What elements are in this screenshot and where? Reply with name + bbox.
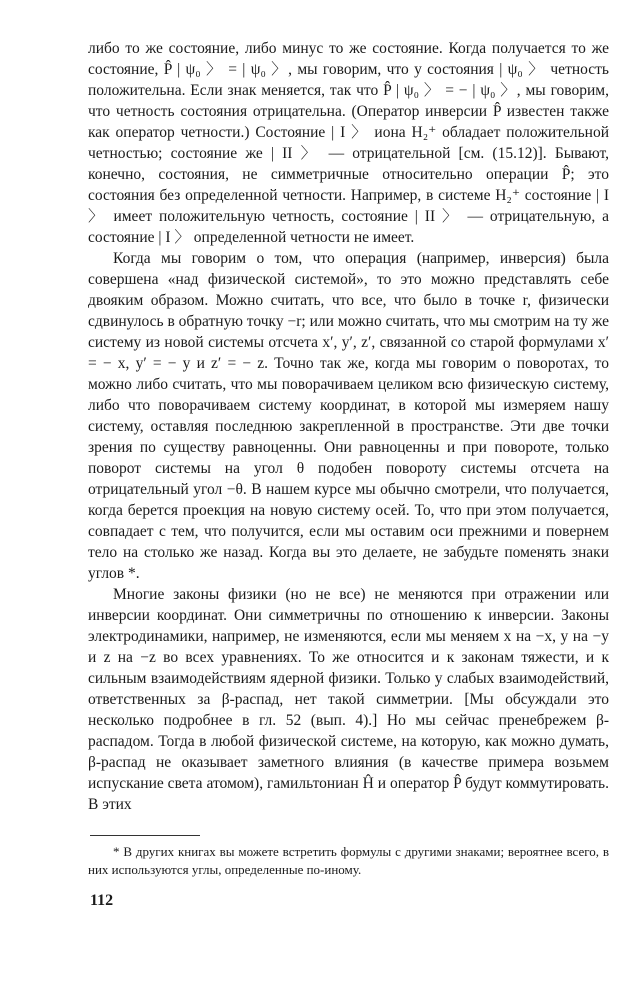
paragraph-symmetry-laws: Многие законы физики (но не все) не меняются при отражении или инверсии координат. Они симметричны по отношению к инверсии. Законы электродинамики, например, не изменяются, если мы меняем x на −x, y на −y и z на −z во всех уравнениях. То же относится и к законам тяжести, и к сильным взаимодействиям ядерной физики. Только у слабых взаимодействий, ответственных за β-распад, нет такой симметрии. [Мы обсуждали это несколько подробнее в гл. 52 (вып. 4).] Но мы сейчас пренебрежем β-распадом. Тогда в любой физической системе, на которую, как можно думать, β-распад не оказывает заметного влияния (в качестве примера возьмем испускание света атомом), гамильтониан Ĥ и оператор P̂ будут коммутировать. В этих xyxy=(88,586,609,813)
paragraph-operations: Когда мы говорим о том, что операция (например, инверсия) была совершена «над физической системой», то это можно представлять себе двояким образом. Можно считать, что все, что было в точке r, физически сдвинулось в обратную точку −r; или можно считать, что мы смотрим на ту же систему из новой системы отсчета x′, y′, z′, связанной со старой формулами x′ = − x, y′ = − y и z′ = − z. Точно так же, когда мы говорим о поворотах, то можно либо считать, что мы поворачиваем целиком всю физическую систему, либо что поворачиваем систему координат, в которой мы измеряем нашу систему, оставляя последнюю закрепленной в пространстве. Эти две точки зрения по существу равноценны. Они равноценны и при повороте, только поворот системы на угол θ подобен повороту системы отсчета на отрицательный угол −θ. В нашем курсе мы обычно смотрели, что получается, когда берется проекция на новую систему осей. То, что при этом получается, совпадает с тем, что получится, если мы оставим оси прежними и повернем тело на столько же назад. Когда вы это делаете, не забудьте поменять знаки углов *. xyxy=(88,250,609,582)
page-number: 112 xyxy=(90,892,114,909)
footnote-divider xyxy=(90,835,200,836)
paragraph-parity: либо то же состояние, либо минус то же состояние. Когда получается то же состояние, P̂ | ψ₀ 〉 = | ψ₀ 〉, мы говорим, что у состояния | ψ₀ 〉 четность положительна. Если знак меняется, так что P̂ | ψ₀ 〉 = − | ψ₀ 〉, мы говорим, что четность состояния отрицательна. (Оператор инверсии P̂ известен также как оператор четности.) Состояние | I 〉 иона H₂⁺ обладает положительной четностью; состояние же | II 〉 — отрицательной [см. (15.12)]. Бывают, конечно, состояния, не симметричные относительно операции P̂; это состояния без определенной четности. Например, в системе H₂⁺ состояние | I 〉 имеет положительную четность, состояние | II 〉 — отрицательную, а состояние | I 〉 определенной четности не имеет. xyxy=(88,40,609,246)
footnote: * В других книгах вы можете встретить формулы с другими знаками; вероятнее всего, в них используются углы, определенные по-иному. xyxy=(88,844,609,877)
body-text xyxy=(88,38,609,815)
